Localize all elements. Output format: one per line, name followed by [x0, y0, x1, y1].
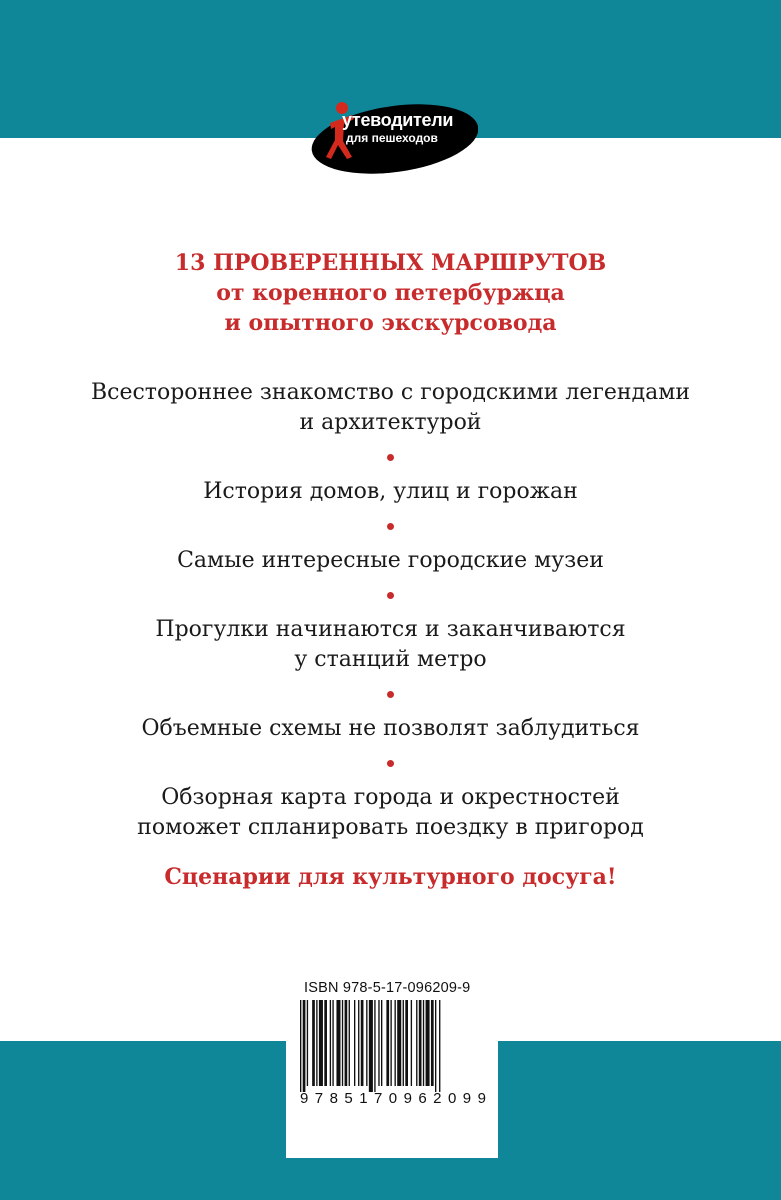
feature-item — [0, 477, 781, 507]
logo-title: утеводители — [342, 110, 454, 130]
barcode-digit: 7 — [373, 1090, 383, 1107]
bullet-dot — [387, 454, 394, 461]
barcode-bar — [342, 1000, 343, 1086]
barcode-bar — [358, 1000, 359, 1086]
bullet-dot — [387, 760, 394, 767]
barcode-bar — [319, 1000, 323, 1086]
barcode-bar — [361, 1000, 364, 1086]
barcode-bar — [312, 1000, 315, 1086]
barcode-bar — [423, 1000, 424, 1086]
barcode-digit: 7 — [314, 1090, 324, 1107]
barcode-bar — [431, 1000, 434, 1086]
barcode-bar — [381, 1000, 382, 1086]
barcode-digit: 9 — [477, 1090, 486, 1107]
feature-line: История домов, улиц и горожан — [203, 479, 578, 504]
feature-line: поможет спланировать поездку в пригород — [137, 815, 644, 840]
barcode-bar — [336, 1000, 340, 1086]
barcode-digit: 6 — [418, 1090, 427, 1107]
barcode-bar — [324, 1000, 327, 1086]
barcode-bar — [300, 1000, 301, 1092]
barcode-bar — [369, 1000, 373, 1092]
barcode-bar — [378, 1000, 379, 1086]
feature-item — [0, 546, 781, 576]
barcode-bar — [397, 1000, 401, 1086]
barcode-bar — [411, 1000, 412, 1086]
barcode-bar — [374, 1000, 375, 1092]
bullet-dot — [387, 592, 394, 599]
barcode-bar — [426, 1000, 430, 1086]
feature-item — [0, 714, 781, 744]
logo-subtitle: для пешеходов — [346, 131, 438, 145]
barcode-digit: 9 — [462, 1090, 472, 1107]
bullet-dot — [387, 523, 394, 530]
feature-item — [0, 615, 781, 675]
feature-line: Самые интересные городские музеи — [177, 548, 604, 573]
headline-line-2: от коренного петербуржца — [216, 280, 565, 306]
feature-line: у станций метро — [294, 647, 487, 672]
barcode-digit: 2 — [433, 1090, 442, 1107]
feature-line: Всестороннее знакомство с городскими легендами — [90, 380, 691, 405]
feature-list — [0, 378, 781, 843]
barcode-bar — [405, 1000, 408, 1086]
headline-line-1: 13 ПРОВЕРЕННЫХ МАРШРУТОВ — [174, 250, 607, 276]
barcode-bar — [416, 1000, 417, 1086]
barcode-digit: 0 — [447, 1090, 457, 1107]
barcode-bar — [435, 1000, 436, 1092]
tagline: Сценарии для культурного досуга! — [164, 864, 617, 890]
barcode-bar — [316, 1000, 317, 1086]
feature-line: Обзорная карта города и окрестностей — [161, 785, 620, 810]
barcode-bar — [354, 1000, 355, 1086]
series-logo — [308, 97, 478, 175]
barcode-bar — [386, 1000, 389, 1086]
feature-line: Прогулки начинаются и заканчиваются — [155, 617, 626, 642]
barcode-bar — [303, 1000, 306, 1092]
barcode-bar — [349, 1000, 350, 1086]
feature-line: Объемные схемы не позволят заблудиться — [141, 716, 640, 741]
barcode-bar — [419, 1000, 422, 1086]
barcode-bar — [332, 1000, 333, 1086]
barcode-bar — [390, 1000, 391, 1086]
barcode — [300, 1000, 486, 1092]
barcode-bar — [403, 1000, 404, 1086]
feature-line: и архитектурой — [299, 410, 482, 435]
barcode-digit: 9 — [403, 1090, 412, 1107]
barcode-digit: 9 — [300, 1090, 309, 1107]
barcode-digits — [300, 1090, 486, 1107]
barcode-bar — [395, 1000, 396, 1086]
barcode-digit: 0 — [388, 1090, 398, 1107]
headline — [0, 248, 781, 338]
barcode-bar — [345, 1000, 348, 1086]
barcode-digit: 5 — [344, 1090, 353, 1107]
barcode-panel — [286, 970, 498, 1158]
isbn-label: ISBN 978-5-17-096209-9 — [304, 980, 471, 996]
barcode-digit: 8 — [329, 1090, 338, 1107]
bullet-dot — [387, 691, 394, 698]
barcode-bar — [439, 1000, 440, 1092]
barcode-bar — [366, 1000, 367, 1086]
logo-text — [342, 111, 478, 144]
headline-line-3: и опытного экскурсовода — [224, 310, 557, 336]
barcode-digit: 1 — [359, 1090, 368, 1107]
barcode-bar — [307, 1000, 308, 1086]
feature-item — [0, 783, 781, 843]
feature-item — [0, 378, 781, 438]
barcode-bar — [330, 1000, 331, 1086]
